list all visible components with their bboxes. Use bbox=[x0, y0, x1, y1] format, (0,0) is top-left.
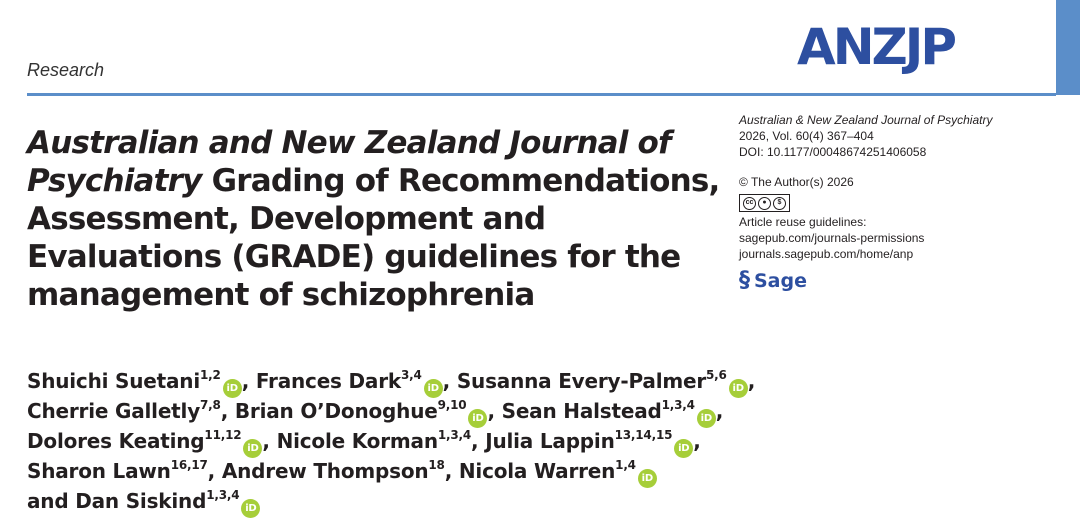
author-affiliations: 18 bbox=[428, 458, 445, 473]
author-entry: Frances Dark$^{3,4}$iD , bbox=[256, 369, 450, 393]
meta-copyright: © The Author(s) 2026 bbox=[739, 175, 854, 189]
publisher-logo[interactable] bbox=[739, 270, 1039, 292]
title-journal-name: Australian and New Zealand Journal of Psychiatry bbox=[27, 125, 671, 199]
orcid-icon[interactable]: iD bbox=[468, 409, 487, 428]
author-conjunction: and bbox=[27, 489, 69, 513]
author-entry: Sean Halstead$^{1,3,4}$iD , bbox=[502, 399, 724, 423]
author-name: Dan Siskind bbox=[75, 489, 207, 513]
meta-journal-name: Australian & New Zealand Journal of Psychiatry bbox=[739, 113, 993, 127]
author-affiliations: 5,6 bbox=[706, 368, 727, 383]
meta-volume: 2026, Vol. 60(4) 367–404 bbox=[739, 129, 874, 143]
author-name: Brian O’Donoghue bbox=[234, 399, 438, 423]
author-affiliations: 1,2 bbox=[200, 368, 221, 383]
sage-s-icon: § bbox=[739, 268, 750, 293]
author-name: Shuichi Suetani bbox=[27, 369, 201, 393]
article-title bbox=[27, 124, 727, 314]
author-affiliations: 1,3,4 bbox=[661, 398, 695, 413]
reuse-link-permissions[interactable]: sagepub.com/journals-permissions bbox=[739, 231, 925, 245]
article-metadata bbox=[739, 112, 1039, 292]
author-entry: Cherrie Galletly$^{7,8}$, bbox=[27, 398, 229, 423]
author-entry: Shuichi Suetani$^{1,2}$iD , bbox=[27, 369, 249, 393]
author-affiliations: 11,12 bbox=[204, 428, 242, 443]
reuse-label: Article reuse guidelines: bbox=[739, 215, 867, 229]
author-list bbox=[27, 368, 927, 518]
author-affiliations: 9,10 bbox=[437, 398, 467, 413]
section-label: Research bbox=[27, 60, 105, 80]
orcid-icon[interactable]: iD bbox=[638, 469, 657, 488]
header-rule bbox=[27, 93, 1056, 96]
orcid-icon[interactable]: iD bbox=[697, 409, 716, 428]
author-name: Frances Dark bbox=[255, 369, 401, 393]
publisher-name: Sage bbox=[754, 270, 807, 292]
author-affiliations: 1,3,4 bbox=[206, 488, 240, 503]
author-name: Nicole Korman bbox=[276, 429, 438, 453]
author-entry: Brian O’Donoghue$^{9,10}$iD , bbox=[235, 399, 495, 423]
author-entry: Dolores Keating$^{11,12}$iD , bbox=[27, 429, 270, 453]
author-affiliations: 1,4 bbox=[615, 458, 636, 473]
author-affiliations: 16,17 bbox=[170, 458, 208, 473]
author-entry bbox=[27, 489, 260, 513]
orcid-icon[interactable]: iD bbox=[729, 379, 748, 398]
author-affiliations: 13,14,15 bbox=[614, 428, 673, 443]
accent-side-bar bbox=[1056, 0, 1080, 95]
author-affiliations: 1,3,4 bbox=[437, 428, 472, 443]
author-name: Susanna Every-Palmer bbox=[456, 369, 707, 393]
author-entry: Julia Lappin$^{13,14,15}$iD , bbox=[485, 429, 700, 453]
author-name: Sharon Lawn bbox=[27, 459, 171, 483]
author-entry: Sharon Lawn$^{16,17}$, bbox=[27, 458, 216, 483]
author-name: Nicola Warren bbox=[458, 459, 616, 483]
cc-icon: cc bbox=[743, 197, 756, 210]
author-name: Sean Halstead bbox=[501, 399, 662, 423]
orcid-icon[interactable]: iD bbox=[674, 439, 693, 458]
author-name: Julia Lappin bbox=[485, 429, 615, 453]
journal-logo[interactable]: ANZJP bbox=[797, 18, 955, 76]
author-entry bbox=[459, 459, 657, 483]
orcid-icon[interactable]: iD bbox=[424, 379, 443, 398]
author-name: Andrew Thompson bbox=[221, 459, 429, 483]
author-entry: Susanna Every-Palmer$^{5,6}$iD , bbox=[457, 369, 755, 393]
by-icon: ● bbox=[758, 197, 771, 210]
reuse-link-home[interactable]: journals.sagepub.com/home/anp bbox=[739, 247, 914, 261]
title-rest: Grading of Recommendations, Assessment, Development and Evaluations (GRADE) guidelines for the management of schizophrenia bbox=[27, 163, 720, 313]
author-entry: Andrew Thompson$^{18}$, bbox=[221, 458, 453, 483]
author-name: Cherrie Galletly bbox=[27, 399, 201, 423]
orcid-icon[interactable]: iD bbox=[243, 439, 262, 458]
author-entry: Nicole Korman$^{1,3,4}$, bbox=[276, 428, 479, 453]
author-affiliations: 7,8 bbox=[200, 398, 221, 413]
orcid-icon[interactable]: iD bbox=[223, 379, 242, 398]
meta-doi[interactable]: DOI: 10.1177/00048674251406058 bbox=[739, 145, 927, 159]
author-affiliations: 3,4 bbox=[401, 368, 422, 383]
nc-icon: $ bbox=[773, 197, 786, 210]
orcid-icon[interactable]: iD bbox=[241, 499, 260, 518]
cc-license-badge[interactable] bbox=[739, 194, 790, 212]
author-name: Dolores Keating bbox=[27, 429, 205, 453]
